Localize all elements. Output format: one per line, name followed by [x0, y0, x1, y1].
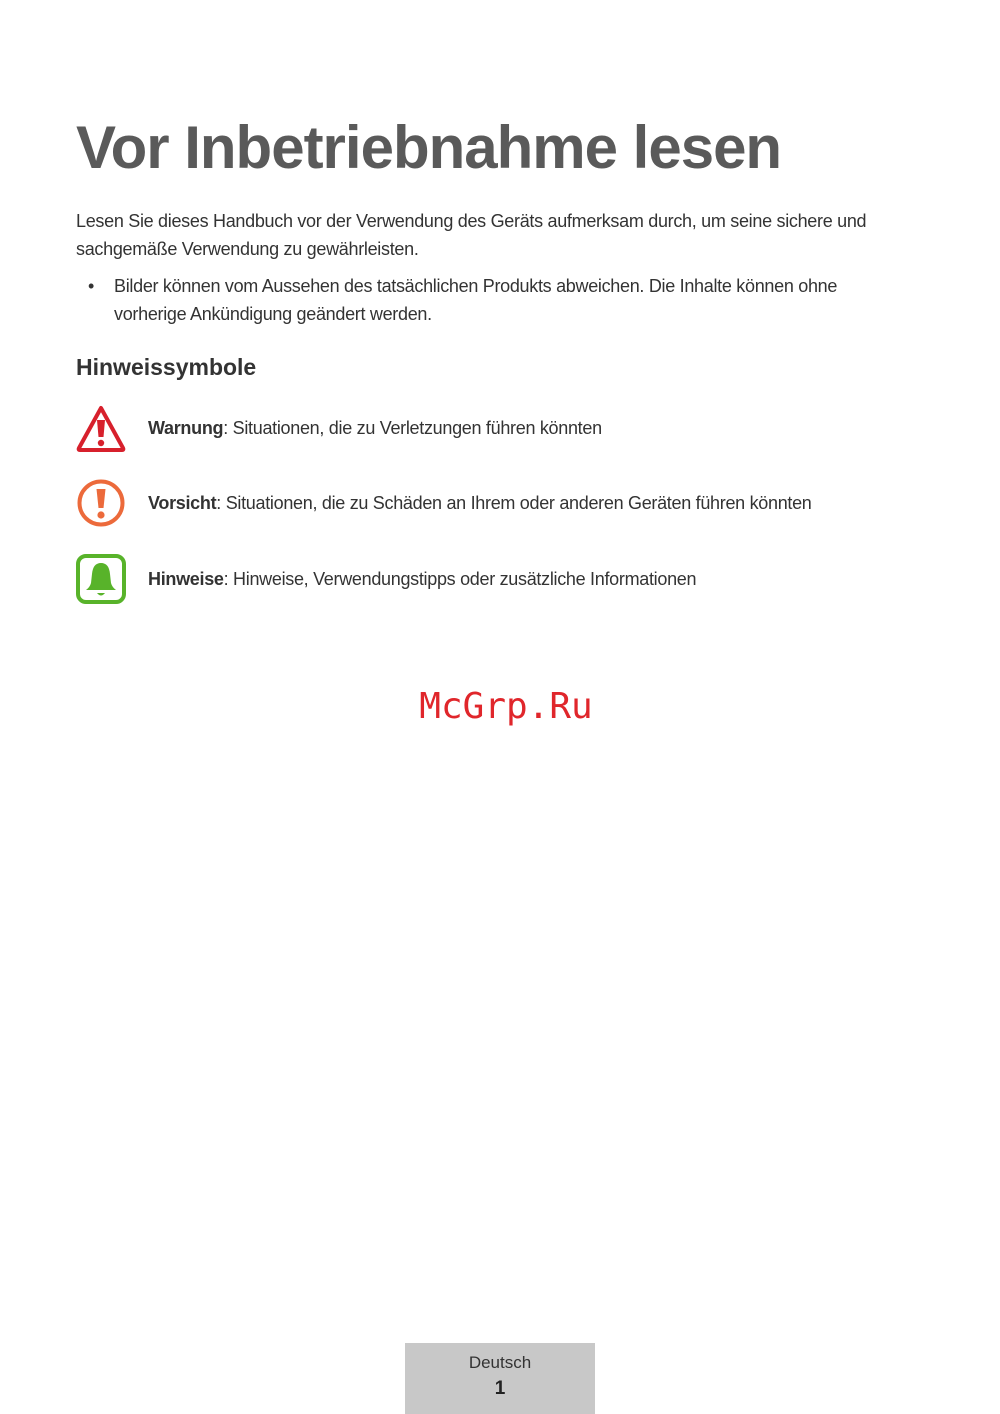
symbol-description: [148, 493, 812, 514]
page-number: 1: [494, 1378, 506, 1399]
symbol-description: [148, 418, 602, 439]
symbol-label: Warnung: [148, 418, 224, 438]
warning-triangle-icon: [76, 404, 126, 454]
list-item-text: Bilder können vom Aussehen des tatsächlichen Produkts abweichen. Die Inhalte können ohne vorherige Ankündigung geändert werden.: [114, 276, 838, 324]
symbol-row-warning: [76, 404, 956, 454]
section-heading: Hinweissymbole: [76, 354, 257, 380]
symbol-separator: :: [223, 418, 228, 438]
notice-bell-icon: [76, 554, 126, 604]
watermark: McGrp.Ru: [419, 686, 593, 727]
page-title: Vor Inbetriebnahme lesen: [76, 114, 782, 181]
page-footer: [405, 1343, 595, 1414]
intro-paragraph: Lesen Sie dieses Handbuch vor der Verwendung des Geräts aufmerksam durch, um seine sichere und sachgemäße Verwendung zu gewährleisten.: [76, 211, 867, 259]
caution-circle-icon: [76, 478, 126, 528]
symbol-text: Situationen, die zu Verletzungen führen könnten: [227, 418, 602, 438]
footer-language: Deutsch: [468, 1353, 532, 1372]
symbol-text: Situationen, die zu Schäden an Ihrem oder anderen Geräten führen könnten: [221, 493, 812, 513]
symbol-description: [148, 569, 696, 590]
symbol-separator: :: [223, 569, 229, 589]
symbol-label: Hinweise: [148, 569, 224, 589]
symbol-row-notice: [76, 554, 956, 604]
symbol-label: Vorsicht: [148, 493, 217, 513]
symbol-separator: :: [216, 493, 221, 513]
symbol-text: Hinweise, Verwendungstipps oder zusätzliche Informationen: [228, 569, 697, 589]
bullet-icon: •: [88, 276, 95, 296]
symbol-row-caution: [76, 478, 956, 528]
